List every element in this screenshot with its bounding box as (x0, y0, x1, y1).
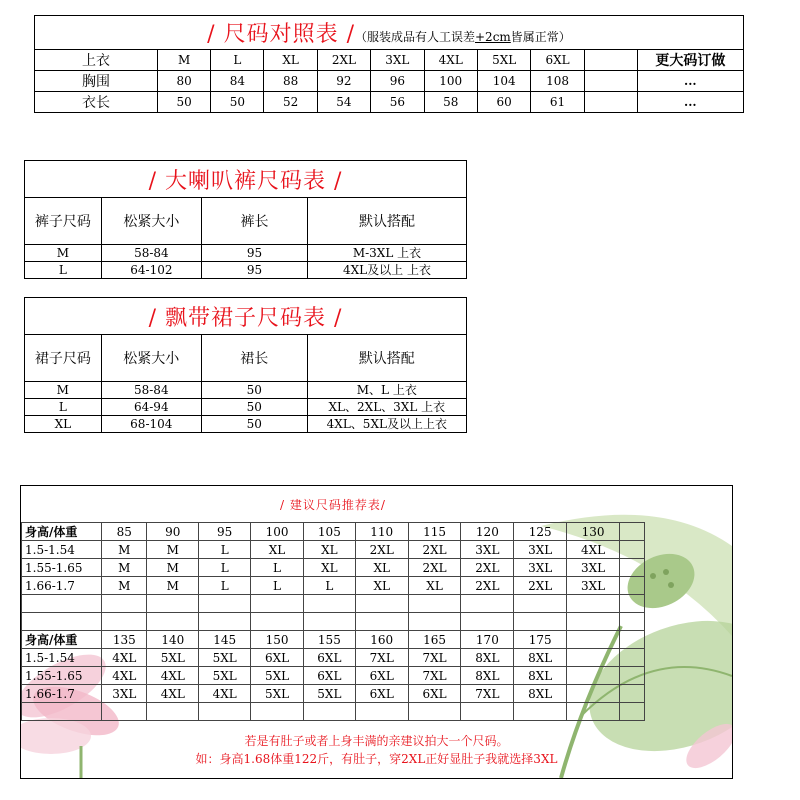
cell: 60 (477, 92, 530, 113)
cell: ... (637, 71, 743, 92)
skirt-size-table (24, 297, 467, 433)
cell: 3XL (567, 577, 620, 595)
cell: XL (355, 559, 408, 577)
cell (567, 649, 620, 667)
header-cell (584, 50, 637, 71)
cell: M (102, 541, 147, 559)
cell: 50 (201, 382, 307, 399)
size-chart-note (355, 30, 571, 44)
cell: 5XL (251, 667, 304, 685)
cell: XL (303, 559, 355, 577)
cell: XL (251, 541, 304, 559)
cell: XL (25, 416, 102, 433)
cell: 50 (201, 399, 307, 416)
cell: 5XL (199, 649, 251, 667)
cell: 80 (158, 71, 211, 92)
cell (567, 685, 620, 703)
cell: M-3XL 上衣 (307, 245, 466, 262)
cell: 58 (424, 92, 477, 113)
cell: 61 (531, 92, 584, 113)
header-cell: 裙长 (201, 335, 307, 382)
cell: 2XL (461, 577, 514, 595)
cell: 68-104 (101, 416, 201, 433)
cell: 50 (211, 92, 264, 113)
cell: 5XL (251, 685, 304, 703)
empty-cell (619, 631, 644, 649)
cell: 5XL (199, 667, 251, 685)
cell: 6XL (355, 685, 408, 703)
header-cell: 3XL (371, 50, 424, 71)
cell: XL、2XL、3XL 上衣 (307, 399, 466, 416)
header-cell: 松紧大小 (101, 335, 201, 382)
cell: 4XL、5XL及以上上衣 (307, 416, 466, 433)
cell: M (25, 382, 102, 399)
empty-cell (619, 649, 644, 667)
row-label: 衣长 (35, 92, 158, 113)
cell: 64-94 (101, 399, 201, 416)
header-cell: 6XL (531, 50, 584, 71)
note-tolerance: +2cm (475, 30, 511, 44)
cell: 52 (264, 92, 317, 113)
cell: 56 (371, 92, 424, 113)
size-chart-header-row (35, 50, 744, 71)
cell: 88 (264, 71, 317, 92)
recommend-row (22, 685, 645, 703)
cell: 4XL (102, 667, 147, 685)
header-cell: 裤子尺码 (25, 198, 102, 245)
cell: 2XL (355, 541, 408, 559)
header-cell: 155 (303, 631, 355, 649)
cell: L (25, 262, 102, 279)
header-cell: 松紧大小 (101, 198, 201, 245)
cell: 5XL (303, 685, 355, 703)
empty-cell (619, 577, 644, 595)
cell: L (199, 577, 251, 595)
header-cell: 默认搭配 (307, 198, 466, 245)
cell: 3XL (514, 541, 567, 559)
recommend-row (22, 649, 645, 667)
cell: 92 (317, 71, 370, 92)
header-cell: 125 (514, 523, 567, 541)
blank-row (22, 595, 645, 613)
cell: 8XL (461, 649, 514, 667)
cell: M (147, 559, 199, 577)
cell: 95 (202, 262, 308, 279)
cell: 108 (531, 71, 584, 92)
cell: M、L 上衣 (307, 382, 466, 399)
header-cell: 105 (303, 523, 355, 541)
cell: 6XL (251, 649, 304, 667)
cell: 7XL (461, 685, 514, 703)
recommend-row (22, 541, 645, 559)
header-cell: 140 (147, 631, 199, 649)
recommend-tip-line-2: 如：身高1.68体重122斤，有肚子，穿2XL正好显肚子我就选择3XL (195, 752, 558, 766)
cell: 8XL (514, 685, 567, 703)
cell: M (102, 559, 147, 577)
cell: 4XL (147, 667, 199, 685)
row-label: 1.5-1.54 (22, 541, 102, 559)
recommend-table-title: / 建议尺码推荐表/ (22, 486, 645, 523)
size-chart-title-text: / 尺码对照表 / (207, 22, 355, 47)
cell: 50 (201, 416, 307, 433)
cell: 8XL (514, 649, 567, 667)
cell: 4XL (199, 685, 251, 703)
cell: L (199, 559, 251, 577)
note-suffix: 皆属正常） (510, 30, 571, 44)
cell: 6XL (408, 685, 461, 703)
header-cell: 135 (102, 631, 147, 649)
row-label: 胸围 (35, 71, 158, 92)
size-chart-title (35, 16, 744, 50)
header-cell: 130 (567, 523, 620, 541)
header-cell: 110 (355, 523, 408, 541)
cell: XL (355, 577, 408, 595)
cell: XL (303, 541, 355, 559)
empty-cell (619, 541, 644, 559)
recommend-tip-line-1: 若是有肚子或者上身丰满的亲建议拍大一个尺码。 (244, 734, 509, 748)
cell: 6XL (355, 667, 408, 685)
cell: ... (637, 92, 743, 113)
recommend-row (22, 667, 645, 685)
row-label: 1.55-1.65 (22, 559, 102, 577)
cell: 8XL (461, 667, 514, 685)
empty-cell (619, 667, 644, 685)
cell: M (102, 577, 147, 595)
empty-cell (619, 523, 644, 541)
header-cell: 上衣 (35, 50, 158, 71)
cell: 3XL (567, 559, 620, 577)
cell: L (251, 577, 304, 595)
row-label: 1.66-1.7 (22, 685, 102, 703)
header-cell: 115 (408, 523, 461, 541)
cell (567, 667, 620, 685)
skirt-row (25, 382, 467, 399)
row-label: 1.66-1.7 (22, 577, 102, 595)
header-cell: 165 (408, 631, 461, 649)
cell: 6XL (303, 667, 355, 685)
cell: 4XL (567, 541, 620, 559)
size-recommendation-section (20, 485, 733, 779)
cell: 3XL (514, 559, 567, 577)
header-cell: 150 (251, 631, 304, 649)
header-cell: 95 (199, 523, 251, 541)
cell: 100 (424, 71, 477, 92)
pants-row (25, 245, 467, 262)
cell: M (147, 577, 199, 595)
cell: 96 (371, 71, 424, 92)
cell: 104 (477, 71, 530, 92)
header-cell: L (211, 50, 264, 71)
header-cell: 2XL (317, 50, 370, 71)
header-cell: 160 (355, 631, 408, 649)
header-cell: 4XL (424, 50, 477, 71)
cell: 8XL (514, 667, 567, 685)
cell: 95 (202, 245, 308, 262)
cell: M (25, 245, 102, 262)
cell: 84 (211, 71, 264, 92)
recommend-header-row (22, 631, 645, 649)
header-cell: 120 (461, 523, 514, 541)
skirt-header-row (25, 335, 467, 382)
cell: 2XL (408, 559, 461, 577)
pants-size-table (24, 160, 467, 279)
cell: 54 (317, 92, 370, 113)
empty-cell (619, 559, 644, 577)
cell: 58-84 (101, 245, 201, 262)
cell: 2XL (461, 559, 514, 577)
note-prefix: （服装成品有人工误差 (354, 30, 475, 44)
header-cell: 裤长 (202, 198, 308, 245)
header-cell: 5XL (477, 50, 530, 71)
pants-row (25, 262, 467, 279)
cell: 7XL (408, 649, 461, 667)
cell: 4XL (147, 685, 199, 703)
cell: L (303, 577, 355, 595)
size-chart-row (35, 71, 744, 92)
cell (584, 92, 637, 113)
header-cell: 100 (251, 523, 304, 541)
skirt-table-title: / 飘带裙子尺码表 / (25, 298, 467, 335)
cell: L (25, 399, 102, 416)
cell: 4XL及以上 上衣 (307, 262, 466, 279)
cell: 7XL (408, 667, 461, 685)
cell: L (199, 541, 251, 559)
cell: L (251, 559, 304, 577)
header-cell: 身高/体重 (22, 631, 102, 649)
size-chart-table (34, 15, 744, 113)
header-cell: XL (264, 50, 317, 71)
cell: 6XL (303, 649, 355, 667)
cell: 5XL (147, 649, 199, 667)
header-cell: M (158, 50, 211, 71)
header-cell: 145 (199, 631, 251, 649)
cell: 3XL (461, 541, 514, 559)
recommend-table (21, 486, 645, 721)
skirt-row (25, 399, 467, 416)
header-cell: 170 (461, 631, 514, 649)
cell: 58-84 (101, 382, 201, 399)
recommend-row (22, 577, 645, 595)
recommend-row (22, 559, 645, 577)
row-label: 1.55-1.65 (22, 667, 102, 685)
size-chart-row (35, 92, 744, 113)
header-cell: 默认搭配 (307, 335, 466, 382)
blank-row (22, 613, 645, 631)
header-cell (567, 631, 620, 649)
cell: 2XL (408, 541, 461, 559)
cell: 2XL (514, 577, 567, 595)
cell: 50 (158, 92, 211, 113)
header-cell: 身高/体重 (22, 523, 102, 541)
cell: 7XL (355, 649, 408, 667)
pants-header-row (25, 198, 467, 245)
cell: 64-102 (101, 262, 201, 279)
cell: 4XL (102, 649, 147, 667)
empty-cell (619, 685, 644, 703)
header-cell: 175 (514, 631, 567, 649)
recommend-header-row (22, 523, 645, 541)
pants-table-title: / 大喇叭裤尺码表 / (25, 161, 467, 198)
skirt-row (25, 416, 467, 433)
cell: 3XL (102, 685, 147, 703)
row-label: 1.5-1.54 (22, 649, 102, 667)
blank-row (22, 703, 645, 721)
cell (584, 71, 637, 92)
header-cell: 85 (102, 523, 147, 541)
cell: M (147, 541, 199, 559)
header-cell: 更大码订做 (637, 50, 743, 71)
cell: XL (408, 577, 461, 595)
header-cell: 裙子尺码 (25, 335, 102, 382)
header-cell: 90 (147, 523, 199, 541)
